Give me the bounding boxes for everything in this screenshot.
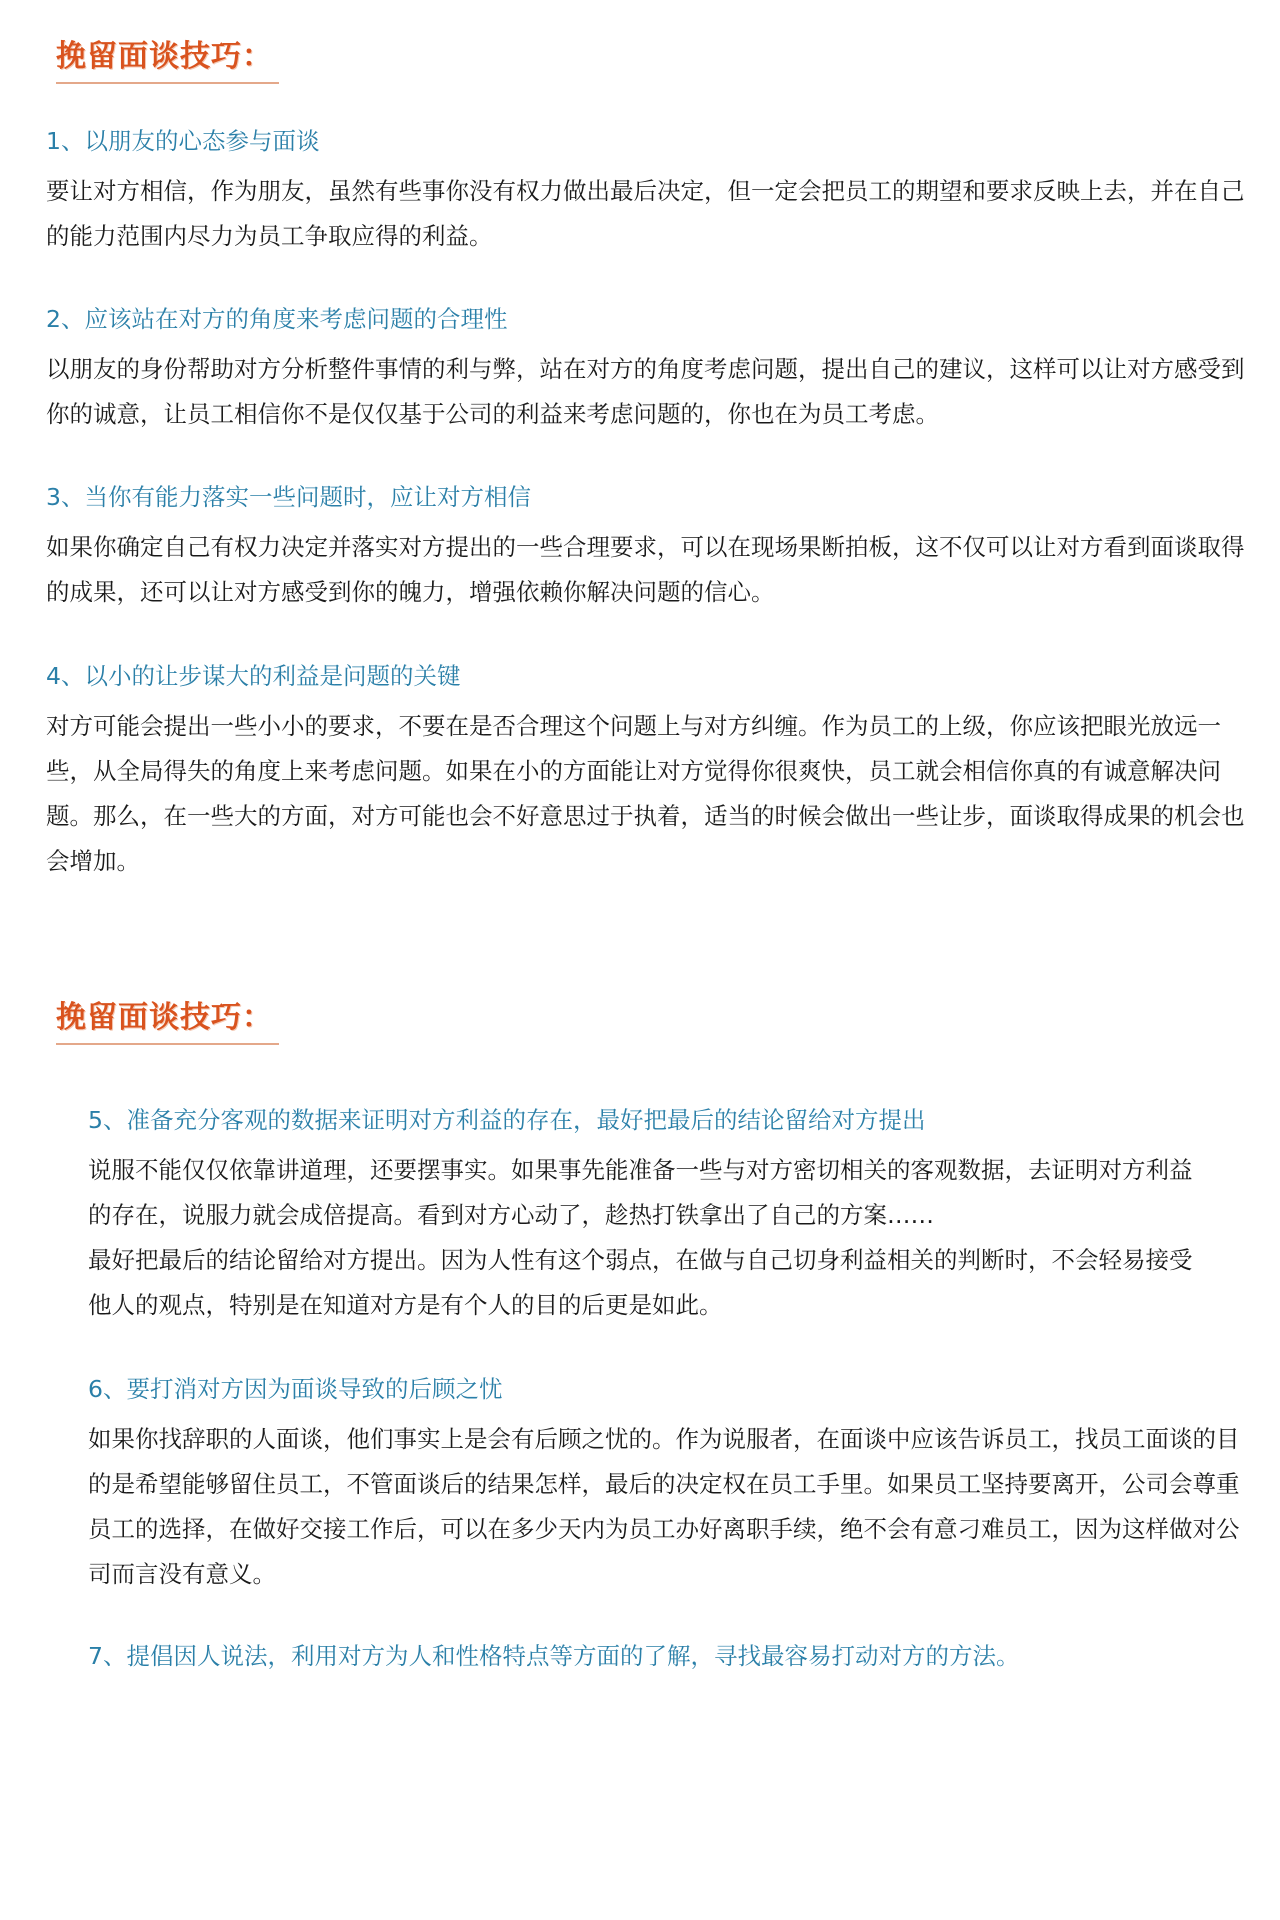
tip-heading: 1、以朋友的心态参与面谈 <box>46 127 320 155</box>
tip-item <box>46 660 1260 884</box>
tip-body: 如果你确定自己有权力决定并落实对方提出的一些合理要求，可以在现场果断拍板，这不仅可以让对方看到面谈取得的成果，还可以让对方感受到你的魄力，增强依赖你解决问题的信心。 <box>46 533 1245 606</box>
tip-heading: 4、以小的让步谋大的利益是问题的关键 <box>46 662 461 690</box>
section-title: 挽留面谈技巧： <box>56 999 279 1045</box>
tip-body: 如果你找辞职的人面谈，他们事实上是会有后顾之忧的。作为说服者，在面谈中应该告诉员工，找员工面谈的目的是希望能够留住员工，不管面谈后的结果怎样，最后的决定权在员工手里。如果员工坚持要离开，公司会尊重员工的选择，在做好交接工作后，可以在多少天内为员工办好离职手续，绝不会有意刁难员工，因为这样做对公司而言没有意义。 <box>88 1425 1240 1588</box>
section-title: 挽留面谈技巧： <box>56 38 279 84</box>
tip-body: 要让对方相信，作为朋友，虽然有些事你没有权力做出最后决定，但一定会把员工的期望和要求反映上去，并在自己的能力范围内尽力为员工争取应得的利益。 <box>46 177 1245 250</box>
tip-item <box>46 303 1260 437</box>
tip-heading: 2、应该站在对方的角度来考虑问题的合理性 <box>46 305 508 333</box>
tip-body: 以朋友的身份帮助对方分析整件事情的利与弊，站在对方的角度考虑问题，提出自己的建议，这样可以让对方感受到你的诚意，让员工相信你不是仅仅基于公司的利益来考虑问题的，你也在为员工考虑。 <box>46 355 1245 428</box>
tip-heading: 7、提倡因人说法，利用对方为人和性格特点等方面的了解，寻找最容易打动对方的方法。 <box>88 1642 1020 1670</box>
tip-heading: 3、当你有能力落实一些问题时，应让对方相信 <box>46 483 531 511</box>
tip-item <box>88 1373 1260 1597</box>
tip-paragraph: 说服不能仅仅依靠讲道理，还要摆事实。如果事先能准备一些与对方密切相关的客观数据，去证明对方利益的存在，说服力就会成倍提高。看到对方心动了，趁热打铁拿出了自己的方案…… <box>88 1156 1193 1229</box>
tip-body: 对方可能会提出一些小小的要求，不要在是否合理这个问题上与对方纠缠。作为员工的上级，你应该把眼光放远一些，从全局得失的角度上来考虑问题。如果在小的方面能让对方觉得你很爽快，员工就会相信你真的有诚意解决问题。那么，在一些大的方面，对方可能也会不好意思过于执着，适当的时候会做出一些让步，面谈取得成果的机会也会增加。 <box>46 712 1245 875</box>
tip-body <box>88 1148 1198 1328</box>
tip-heading: 5、准备充分客观的数据来证明对方利益的存在，最好把最后的结论留给对方提出 <box>88 1106 926 1134</box>
tip-item <box>88 1640 1260 1684</box>
tip-paragraph: 最好把最后的结论留给对方提出。因为人性有这个弱点，在做与自己切身利益相关的判断时，不会轻易接受他人的观点，特别是在知道对方是有个人的目的后更是如此。 <box>88 1246 1193 1319</box>
tip-item <box>46 125 1260 259</box>
tip-heading: 6、要打消对方因为面谈导致的后顾之忧 <box>88 1375 503 1403</box>
tip-item <box>88 1104 1198 1328</box>
tip-item <box>46 481 1260 615</box>
